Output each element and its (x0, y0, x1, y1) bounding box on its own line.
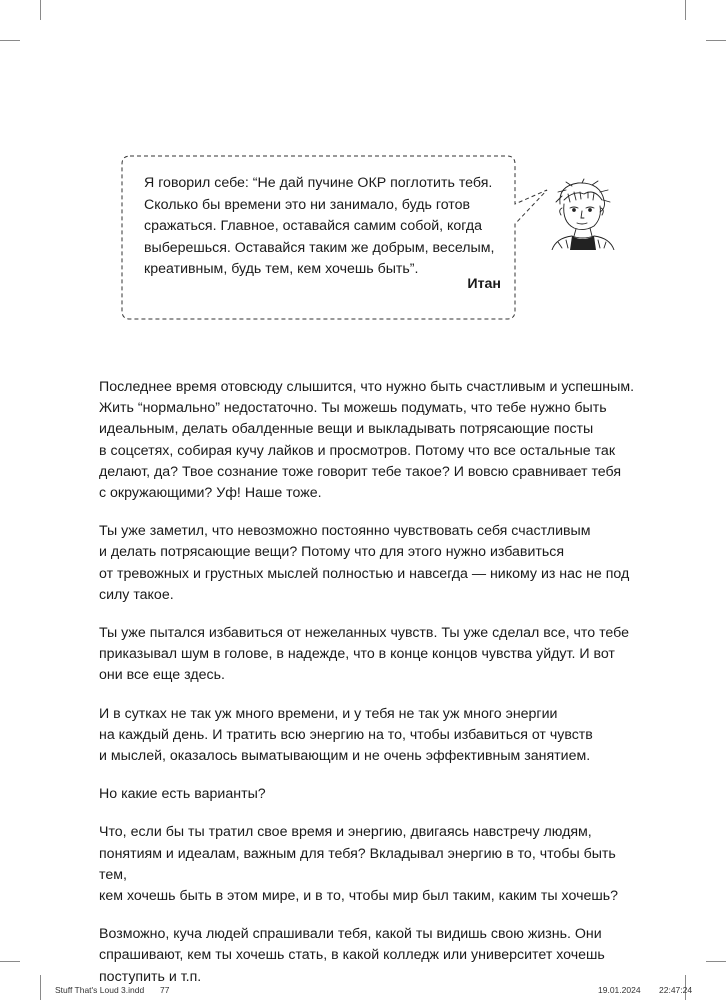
quote-line: выберешься. Оставайся таким же добрым, веселым, (144, 239, 495, 256)
footer-date: 19.01.2024 (598, 985, 641, 995)
text-line: Последнее время отовсюду слышится, что нужно быть счастливым и успешным. (99, 379, 635, 395)
quote-text (144, 173, 509, 281)
crop-mark (40, 0, 41, 20)
crop-mark (706, 961, 726, 962)
text-line: и делать потрясающие вещи? Потому что для этого нужно избавиться (99, 544, 565, 561)
paragraph (99, 784, 639, 805)
text-line: кем хочешь быть в этом мире, и в то, чтобы мир был таким, каким ты хочешь? (99, 888, 619, 905)
text-line: Возможно, куча людей спрашивали тебя, какой ты видишь свою жизнь. Они (99, 926, 602, 943)
boy-portrait-illustration (548, 178, 618, 250)
quote-line: сражаться. Главное, оставайся самим собой, когда (144, 218, 482, 234)
footer-time: 22:47:24 (659, 985, 693, 995)
paragraph (99, 822, 639, 907)
quote-line: Сколько бы времени это ни занимало, будь готов (144, 196, 471, 213)
crop-mark (0, 961, 20, 962)
text-line: Ты уже заметил, что невозможно постоянно чувствовать себя счастливым (99, 523, 591, 540)
text-line: и мыслей, оказалось выматывающим и не очень эффективным занятием. (99, 748, 591, 765)
text-line: понятиям и идеалам, важным для тебя? Вкладывал энергию в то, чтобы быть тем, (99, 845, 616, 883)
crop-mark (706, 40, 726, 41)
text-line: в соцсетях, собирая кучу лайков и просмотров. Потому что все остальные так (99, 442, 616, 459)
quote-bubble (122, 156, 515, 319)
quote-line: креативным, будь тем, кем хочешь быть”. (144, 261, 419, 277)
crop-mark (40, 975, 41, 1000)
text-line: И в сутках не так уж много времени, и у тебя не так уж много энергии (99, 705, 558, 722)
text-line: на каждый день. И тратить всю энергию на то, чтобы избавиться от чувств (99, 726, 593, 743)
footer-page-number: 77 (160, 985, 170, 995)
paragraph (99, 521, 639, 606)
text-line: поступить и т.п. (99, 968, 202, 985)
text-line: Жить “нормально” недостаточно. Ты можешь подумать, что тебе нужно быть (99, 400, 607, 417)
text-line: спрашивают, кем ты хочешь стать, в какой колледж или университет хочешь (99, 947, 605, 964)
paragraph (99, 924, 639, 988)
text-line: делают, да? Твое сознание тоже говорит тебе такое? И вовсю сравнивает тебя (99, 463, 622, 480)
crop-mark (685, 0, 686, 20)
text-line: от тревожных и грустных мыслей полностью и навсегда — никому из нас не под (99, 565, 630, 582)
quote-line: Я говорил себе: “Не дай пучине ОКР поглотить тебя. (144, 175, 493, 191)
text-line: идеальным, делать обалденные вещи и выкладывать потрясающие посты (99, 421, 594, 438)
text-line: Ты уже пытался избавиться от нежеланных чувств. Ты уже сделал все, что тебе (99, 625, 630, 642)
body-text (99, 377, 639, 1005)
quote-author: Итан (467, 276, 501, 292)
paragraph (99, 704, 639, 768)
text-line: они все еще здесь. (99, 667, 225, 684)
text-line: с окружающими? Уф! Наше тоже. (99, 485, 322, 502)
footer-filename: Stuff That's Loud 3.indd (55, 985, 145, 995)
text-line: Что, если бы ты тратил свое время и энергию, двигаясь навстречу людям, (99, 824, 592, 841)
paragraph (99, 623, 639, 687)
crop-mark (0, 40, 20, 41)
paragraph (99, 377, 639, 504)
text-line: Но какие есть варианты? (99, 786, 266, 803)
text-line: приказывал шум в голове, в надежде, что в конце концов чувства уйдут. И вот (99, 646, 615, 663)
text-line: силу такое. (99, 586, 174, 603)
